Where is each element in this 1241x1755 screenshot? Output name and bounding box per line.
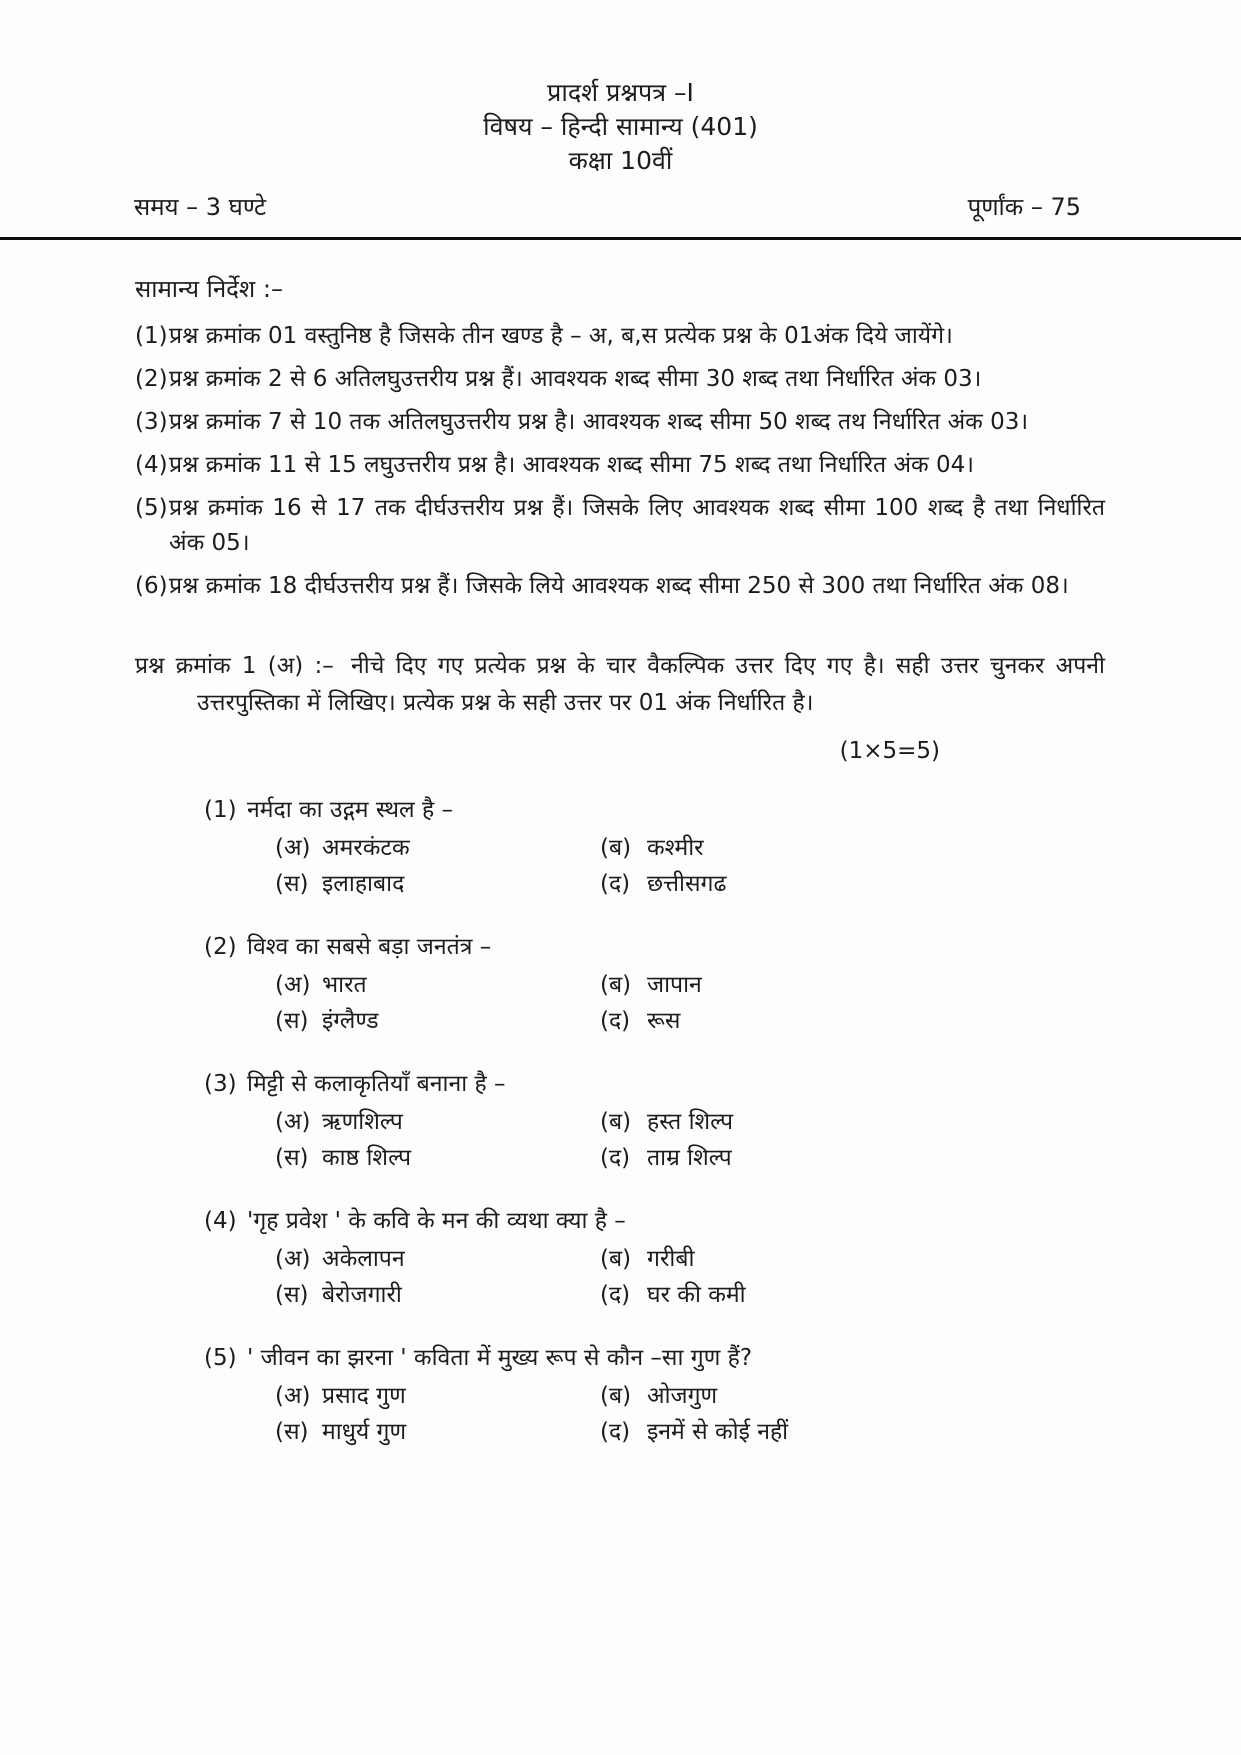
option: [275, 1005, 600, 1038]
option-text: काष्ठ शिल्प: [322, 1145, 412, 1171]
question-text: मिट्टी से कलाकृतियाँ बनाना है –: [247, 1071, 506, 1097]
question-number: (5): [204, 1345, 237, 1371]
option: [275, 1416, 600, 1449]
option-text: बेरोजगारी: [322, 1282, 402, 1308]
paper-body: [0, 240, 1241, 1449]
instruction-number: (6): [135, 573, 168, 599]
option: [600, 1005, 1105, 1038]
instruction-number: (5): [135, 495, 168, 521]
option-label: (अ): [275, 835, 311, 861]
option-text: जापान: [647, 972, 702, 998]
question-head: [204, 794, 1105, 826]
question-list: [135, 794, 1105, 1449]
option-label: (ब): [600, 835, 632, 861]
instructions-heading: सामान्य निर्देश :–: [135, 275, 283, 303]
option-text: अमरकंटक: [322, 835, 410, 861]
option-label: (द): [600, 1282, 631, 1308]
paper-title: प्रादर्श प्रश्नपत्र –I: [547, 78, 694, 107]
instruction-item: [135, 569, 1105, 604]
question-text: नर्मदा का उद्गम स्थल है –: [247, 797, 453, 823]
option-label: (स): [275, 1008, 309, 1034]
option-label: (स): [275, 1282, 309, 1308]
option-text: गरीबी: [647, 1246, 695, 1272]
class-line: कक्षा 10वीं: [568, 146, 673, 175]
question-head: [204, 1068, 1105, 1100]
option-label: (द): [600, 1145, 631, 1171]
option-label: (द): [600, 871, 631, 897]
option-text: इंग्लैण्ड: [322, 1008, 379, 1034]
time-allowed: समय – 3 घण्टे: [134, 193, 267, 221]
option: [275, 868, 600, 901]
option: [275, 1106, 600, 1139]
option: [275, 1279, 600, 1312]
option: [600, 1416, 1105, 1449]
paper-header: [0, 0, 1241, 178]
option: [275, 969, 600, 1002]
option: [600, 1243, 1105, 1276]
option-grid: [275, 1106, 1105, 1175]
option: [275, 1380, 600, 1413]
option: [600, 832, 1105, 865]
instruction-list: [135, 319, 1105, 604]
option: [275, 832, 600, 865]
option-label: (अ): [275, 1383, 311, 1409]
instruction-item: [135, 362, 1105, 397]
mcq-question: [135, 1068, 1105, 1175]
meta-row: [0, 178, 1241, 223]
question-number: (3): [204, 1071, 237, 1097]
mcq-question: [135, 1205, 1105, 1312]
option: [600, 969, 1105, 1002]
option-label: (ब): [600, 1383, 632, 1409]
option-label: (अ): [275, 1246, 311, 1272]
instruction-text: प्रश्न क्रमांक 11 से 15 लघुउत्तरीय प्रश्न है। आवश्यक शब्द सीमा 75 शब्द तथा निर्धारित अंक 04।: [169, 452, 974, 478]
instruction-text: प्रश्न क्रमांक 7 से 10 तक अतिलघुउत्तरीय प्रश्न है। आवश्यक शब्द सीमा 50 शब्द तथ निर्धारित अंक 03।: [169, 409, 1029, 435]
instruction-number: (1): [135, 323, 168, 349]
option: [275, 1142, 600, 1175]
instruction-text: प्रश्न क्रमांक 01 वस्तुनिष्ठ है जिसके तीन खण्ड है – अ, ब,स प्रत्येक प्रश्न के 01अंक दिये जायेंगे।: [169, 323, 953, 349]
option-label: (द): [600, 1008, 631, 1034]
mcq-question: [135, 931, 1105, 1038]
option-grid: [275, 969, 1105, 1038]
option: [275, 1243, 600, 1276]
option-text: ताम्र शिल्प: [647, 1145, 732, 1171]
marks-scheme: (1×5=5): [839, 738, 940, 764]
question-head: [204, 1205, 1105, 1237]
option-label: (स): [275, 1419, 309, 1445]
question-number: (4): [204, 1208, 237, 1234]
option-text: इनमें से कोई नहीं: [647, 1419, 789, 1445]
question-number: (1): [204, 797, 237, 823]
option-text: छत्तीसगढ: [647, 871, 727, 897]
option-label: (द): [600, 1419, 631, 1445]
option-label: (अ): [275, 972, 311, 998]
option: [600, 868, 1105, 901]
option-label: (ब): [600, 972, 632, 998]
option-grid: [275, 1380, 1105, 1449]
option-text: ऋणशिल्प: [322, 1109, 403, 1135]
option-label: (ब): [600, 1246, 632, 1272]
instruction-item: [135, 319, 1105, 354]
question-text: ' जीवन का झरना ' कविता में मुख्य रूप से कौन –सा गुण हैं?: [247, 1345, 753, 1371]
option-text: रूस: [647, 1008, 681, 1034]
instruction-item: [135, 491, 1105, 561]
option-text: भारत: [322, 972, 367, 998]
option-text: प्रसाद गुण: [322, 1383, 406, 1409]
question-text: विश्व का सबसे बड़ा जनतंत्र –: [247, 934, 492, 960]
option-text: अकेलापन: [322, 1246, 405, 1272]
option-text: हस्त शिल्प: [647, 1109, 734, 1135]
instruction-text: प्रश्न क्रमांक 2 से 6 अतिलघुउत्तरीय प्रश्न हैं। आवश्यक शब्द सीमा 30 शब्द तथा निर्धारित अंक 03।: [169, 366, 982, 392]
question-text: 'गृह प्रवेश ' के कवि के मन की व्यथा क्या है –: [247, 1208, 626, 1234]
question-head: [204, 931, 1105, 963]
option-label: (ब): [600, 1109, 632, 1135]
instruction-number: (2): [135, 366, 168, 392]
question1-lead: प्रश्न क्रमांक 1 (अ) :–: [135, 653, 334, 679]
question1-intro: [135, 648, 1105, 722]
max-marks: पूर्णांक – 75: [967, 193, 1081, 221]
option: [600, 1106, 1105, 1139]
option-label: (स): [275, 871, 309, 897]
option-text: घर की कमी: [647, 1282, 746, 1308]
option-text: माधुर्य गुण: [322, 1419, 407, 1445]
instruction-item: [135, 448, 1105, 483]
option-text: कश्मीर: [647, 835, 704, 861]
option: [600, 1380, 1105, 1413]
option-label: (स): [275, 1145, 309, 1171]
option-text: इलाहाबाद: [322, 871, 405, 897]
mcq-question: [135, 794, 1105, 901]
question-head: [204, 1342, 1105, 1374]
instruction-number: (3): [135, 409, 168, 435]
option: [600, 1279, 1105, 1312]
instruction-text: प्रश्न क्रमांक 18 दीर्घउत्तरीय प्रश्न हैं। जिसके लिये आवश्यक शब्द सीमा 250 से 300 तथा निर्धारित अंक 08।: [169, 573, 1069, 599]
option-grid: [275, 832, 1105, 901]
option-label: (अ): [275, 1109, 311, 1135]
subject-line: विषय – हिन्दी सामान्य (401): [483, 112, 758, 141]
instruction-number: (4): [135, 452, 168, 478]
option-text: ओजगुण: [647, 1383, 718, 1409]
mcq-question: [135, 1342, 1105, 1449]
option: [600, 1142, 1105, 1175]
option-grid: [275, 1243, 1105, 1312]
instruction-text: प्रश्न क्रमांक 16 से 17 तक दीर्घउत्तरीय प्रश्न हैं। जिसके लिए आवश्यक शब्द सीमा 100 शब्द है तथा निर्धारित अंक 05।: [169, 495, 1105, 556]
instruction-item: [135, 405, 1105, 440]
question-number: (2): [204, 934, 237, 960]
question1-intro-text: नीचे दिए गए प्रत्येक प्रश्न के चार वैकल्पिक उत्तर दिए गए है। सही उत्तर चुनकर अपनी उत्तरपुस्तिका में लिखिए। प्रत्येक प्रश्न के सही उत्तर पर 01 अंक निर्धारित है।: [197, 653, 1106, 716]
